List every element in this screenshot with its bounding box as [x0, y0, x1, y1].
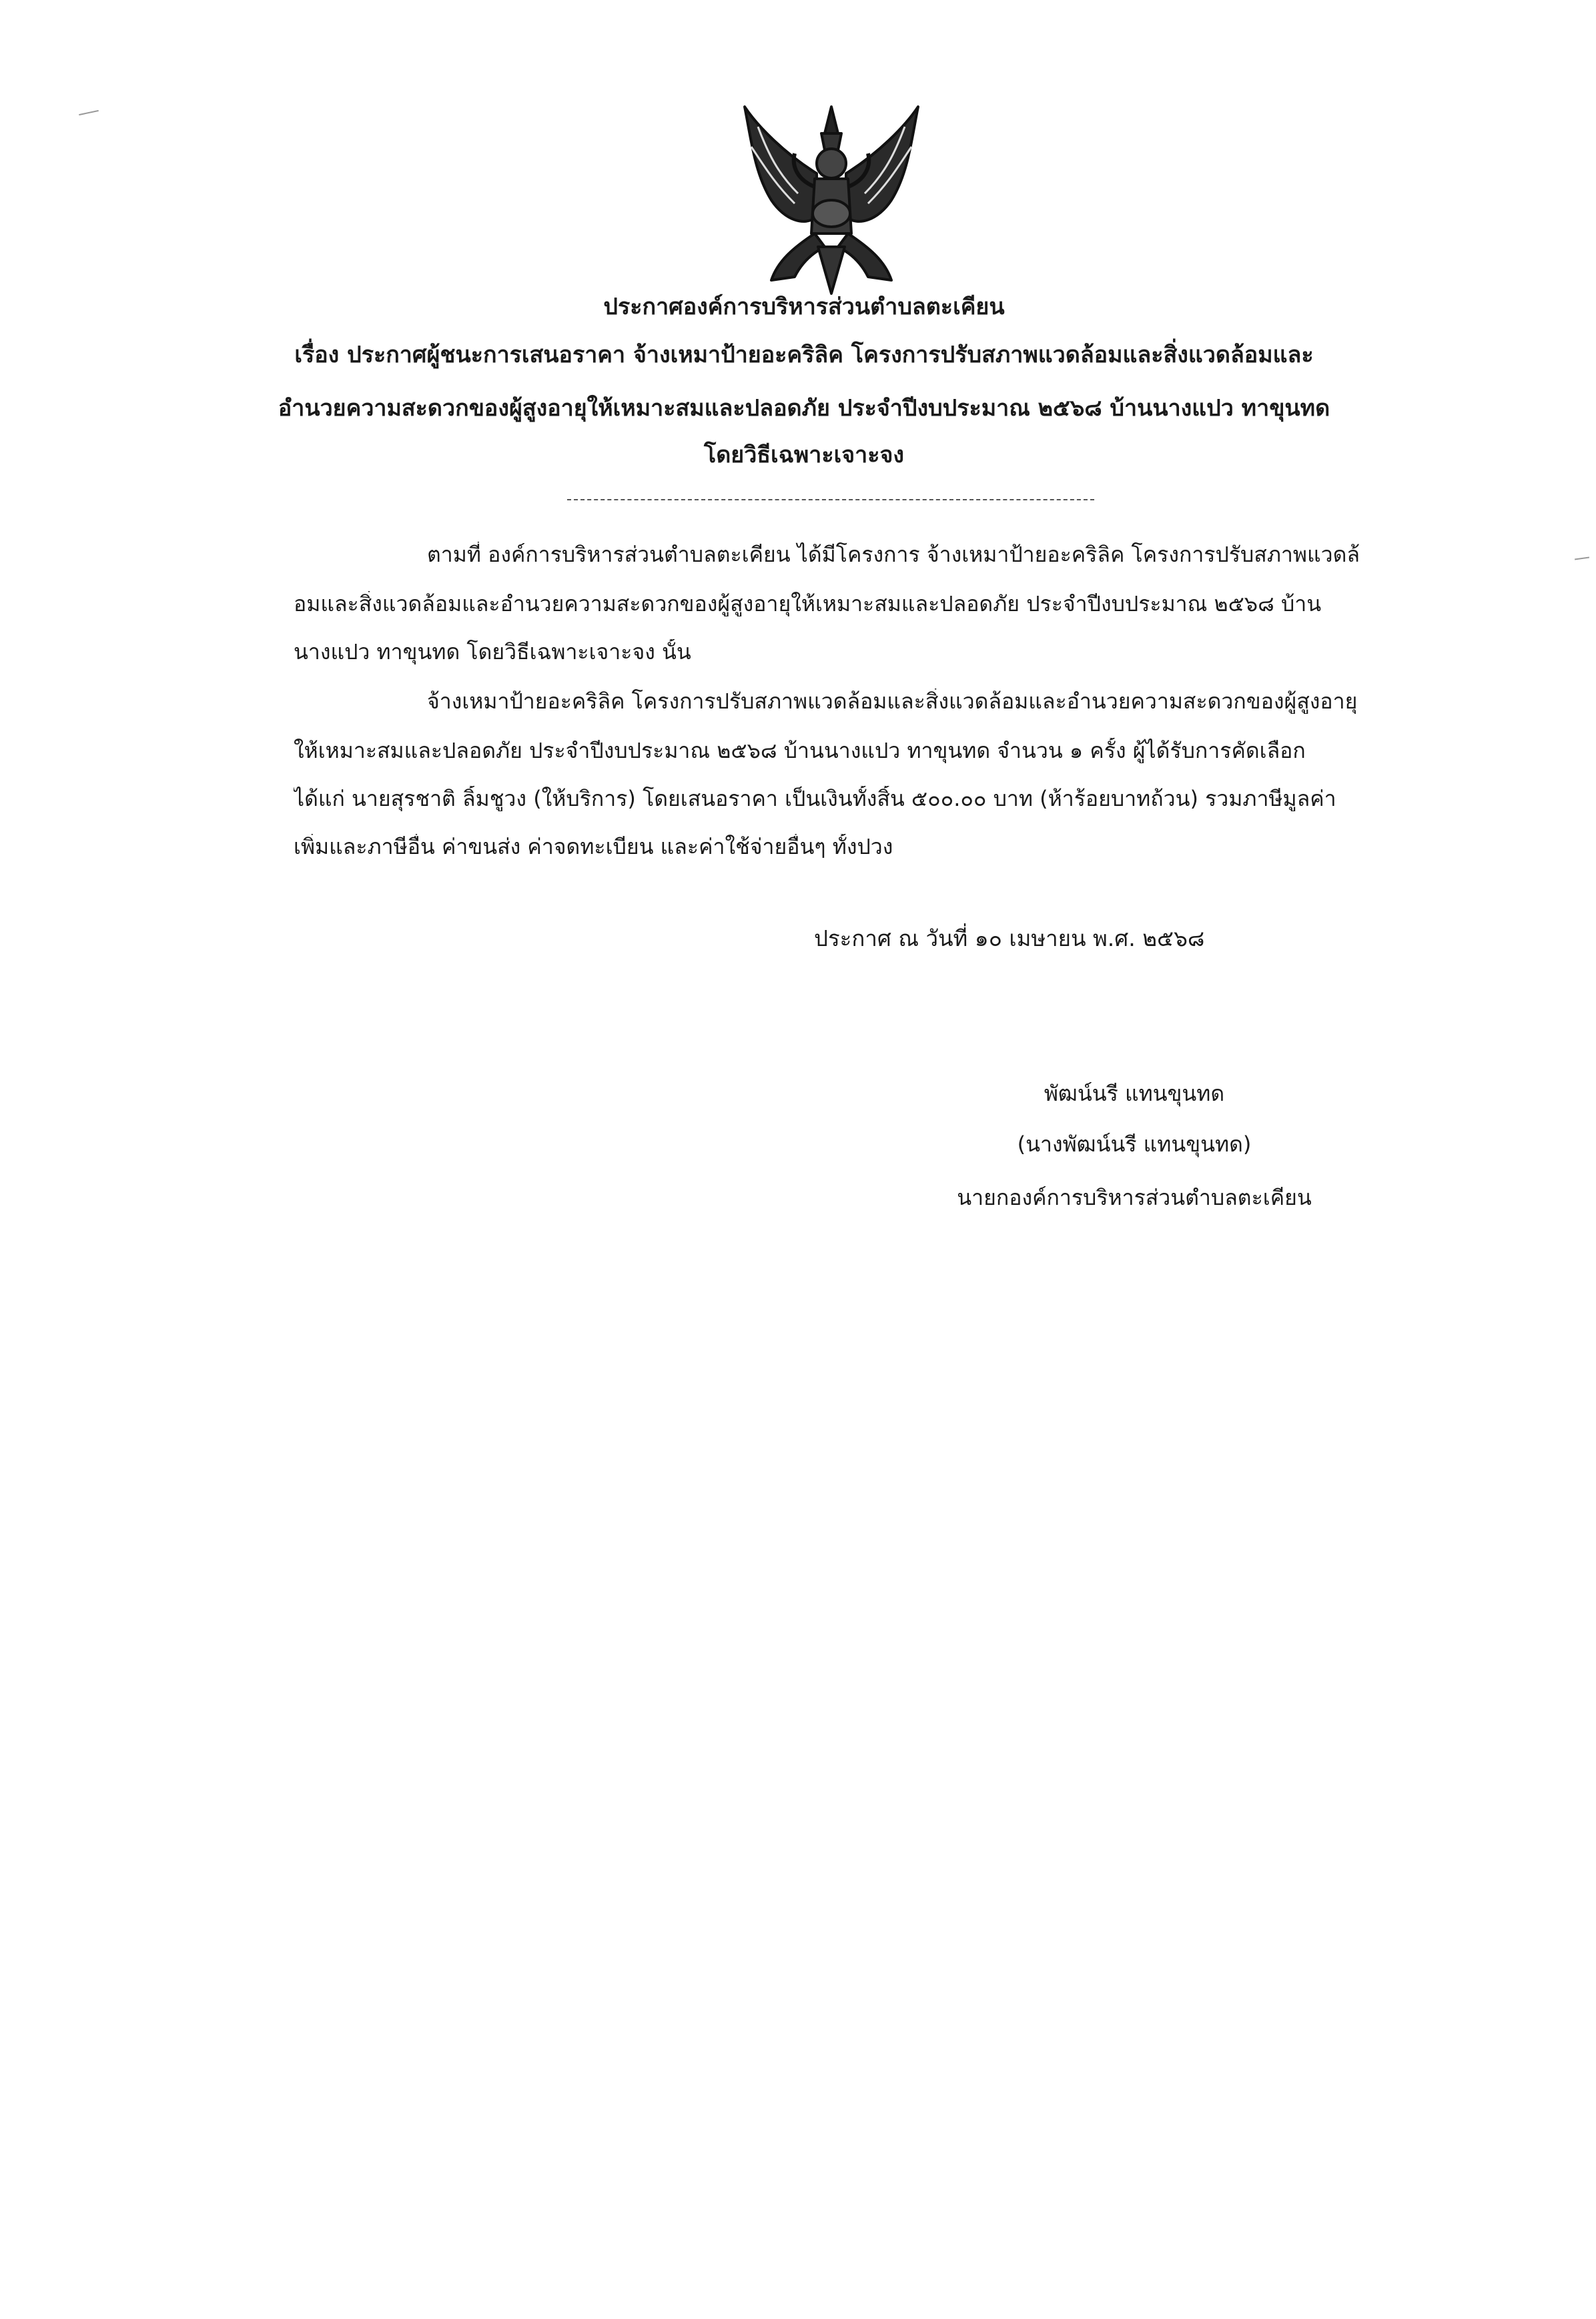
para2-line-1: จ้างเหมาป้ายอะคริลิค โครงการปรับสภาพแวดล้อมและสิ่งแวดล้อมและอำนวยความสะดวกของผู้สูงอายุ — [427, 688, 1358, 714]
para2-line-4: เพิ่มและภาษีอื่น ค่าขนส่ง ค่าจดทะเบียน และค่าใช้จ่ายอื่นๆ ทั้งปวง — [294, 834, 893, 859]
para2-line-3: ได้แก่ นายสุรชาติ ลิ้มชูวง (ให้บริการ) โดยเสนอราคา เป็นเงินทั้งสิ้น ๕๐๐.๐๐ บาท (ห้าร้อยบาทถ้วน) รวมภาษีมูลค่า — [294, 786, 1336, 811]
subject-line-3: โดยวิธีเฉพาะเจาะจง — [703, 442, 905, 468]
header-divider — [567, 499, 1094, 500]
signatory-position: นายกองค์การบริหารส่วนตำบลตะเคียน — [957, 1185, 1312, 1210]
subject-line-1: เรื่อง ประกาศผู้ชนะการเสนอราคา จ้างเหมาป้ายอะคริลิค โครงการปรับสภาพแวดล้อมและสิ่งแวดล้อมและ — [294, 342, 1314, 368]
signature-name: พัฒน์นรี แทนขุนทด — [1044, 1081, 1225, 1106]
announcement-date: ประกาศ ณ วันที่ ๑๐ เมษายน พ.ศ. ๒๕๖๘ — [814, 925, 1205, 951]
para1-line-2: อมและสิ่งแวดล้อมและอำนวยความสะดวกของผู้สูงอายุให้เหมาะสมและปลอดภัย ประจำปีงบประมาณ ๒๕๖๘ บ้าน — [294, 591, 1322, 616]
signatory-full-name: (นางพัฒน์นรี แทนขุนทด) — [1017, 1131, 1252, 1157]
subject-line-2: อำนวยความสะดวกของผู้สูงอายุให้เหมาะสมและปลอดภัย ประจำปีงบประมาณ ๒๕๖๘ บ้านนางแปว ทาขุนทด — [278, 395, 1330, 422]
para1-line-3: นางแปว ทาขุนทด โดยวิธีเฉพาะเจาะจง นั้น — [294, 639, 691, 664]
scan-mark — [79, 110, 99, 115]
para2-line-2: ให้เหมาะสมและปลอดภัย ประจำปีงบประมาณ ๒๕๖๘ บ้านนางแปว ทาขุนทด จำนวน ๑ ครั้ง ผู้ได้รับการคัดเลือก — [294, 738, 1306, 763]
scan-mark — [1575, 556, 1589, 560]
garuda-emblem-icon — [731, 100, 931, 300]
para1-line-1: ตามที่ องค์การบริหารส่วนตำบลตะเคียน ได้มีโครงการ จ้างเหมาป้ายอะคริลิค โครงการปรับสภาพแวดล้ — [427, 542, 1360, 567]
issuer-title: ประกาศองค์การบริหารส่วนตำบลตะเคียน — [603, 294, 1005, 320]
